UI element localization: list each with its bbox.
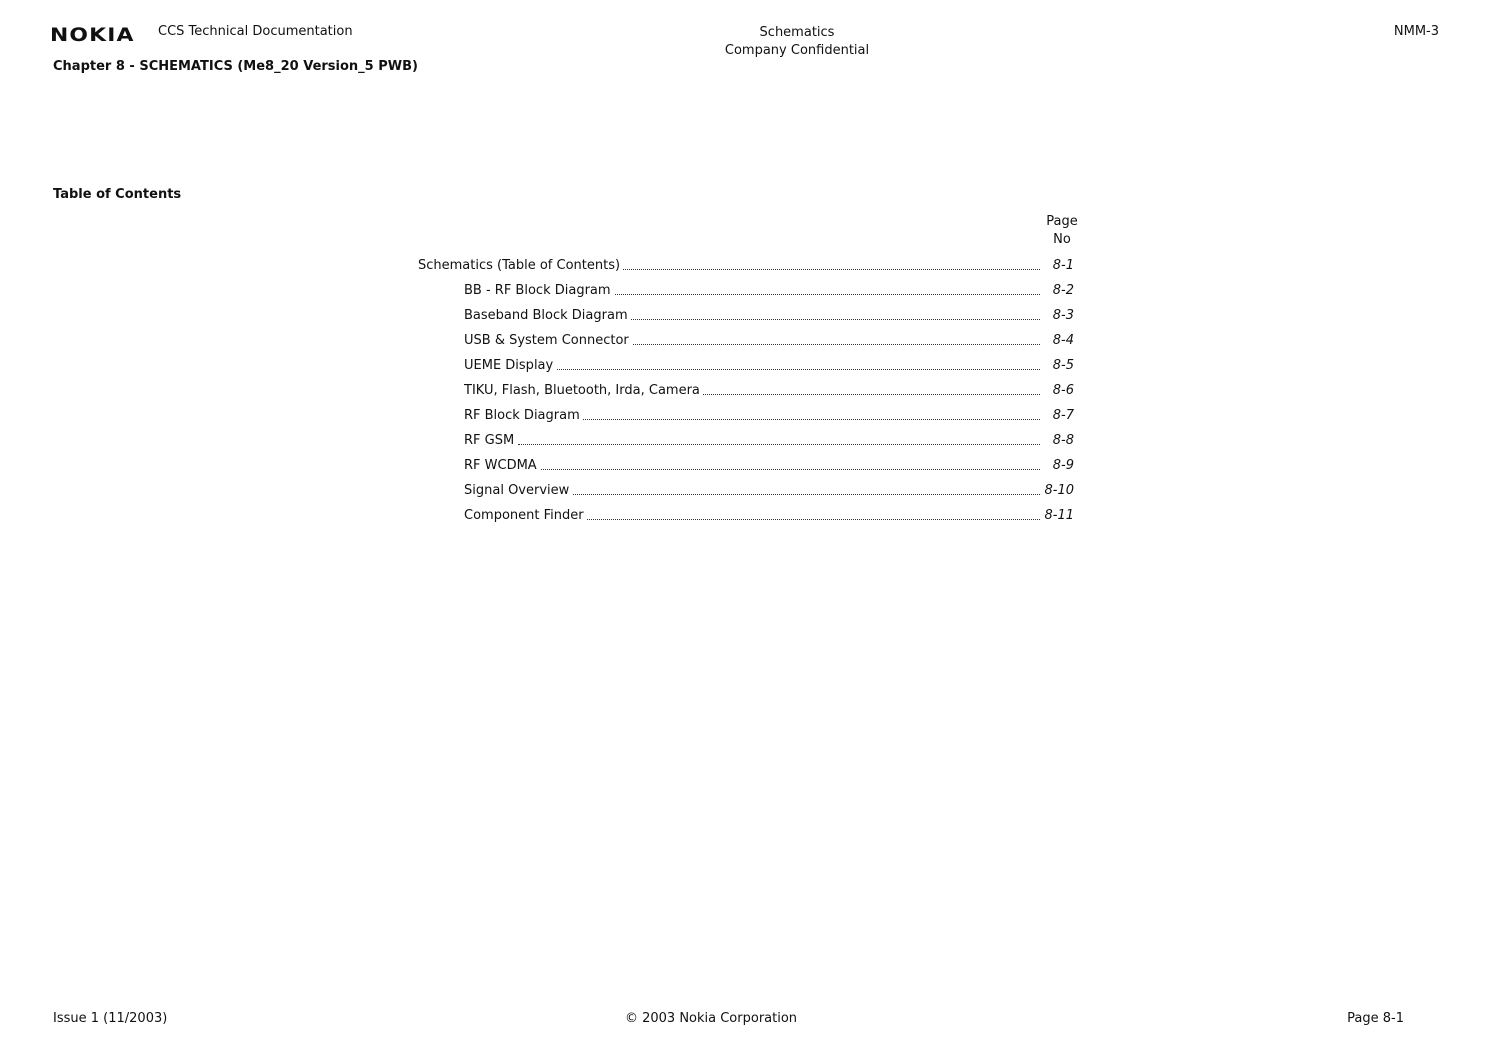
toc-entry-title: Baseband Block Diagram (464, 306, 631, 326)
toc-entry-page: 8-2 (1042, 281, 1074, 301)
toc-entry[interactable] (418, 381, 1078, 406)
confidentiality-label: Company Confidential (724, 43, 870, 58)
toc-entry[interactable] (418, 256, 1078, 281)
toc-entry[interactable] (418, 506, 1078, 531)
toc-entry-title: Signal Overview (464, 481, 572, 501)
toc-entry-page: 8-5 (1042, 356, 1074, 376)
toc-entry-title: Component Finder (464, 506, 587, 526)
toc-entry[interactable] (418, 281, 1078, 306)
toc-list (418, 256, 1078, 531)
page-no-column-header (1040, 213, 1084, 249)
toc-entry-title: UEME Display (464, 356, 556, 376)
toc-entry-page: 8-3 (1042, 306, 1074, 326)
toc-entry-title: TIKU, Flash, Bluetooth, Irda, Camera (464, 381, 703, 401)
dot-leader (518, 494, 1040, 495)
page-col-line1: Page (1046, 214, 1078, 229)
issue-label: Issue 1 (11/2003) (53, 1011, 168, 1026)
dot-leader (598, 269, 1040, 270)
toc-entry-title: Schematics (Table of Contents) (418, 256, 623, 276)
toc-entry-page: 8-11 (1042, 506, 1074, 526)
dot-leader (518, 444, 1040, 445)
toc-entry-page: 8-10 (1042, 481, 1074, 501)
toc-entry[interactable] (418, 481, 1078, 506)
toc-entry[interactable] (418, 431, 1078, 456)
toc-entry-title: RF WCDMA (464, 456, 540, 476)
toc-entry[interactable] (418, 331, 1078, 356)
dot-leader (518, 419, 1040, 420)
toc-entry[interactable] (418, 406, 1078, 431)
toc-entry-title: USB & System Connector (464, 331, 632, 351)
toc-entry-title: BB - RF Block Diagram (464, 281, 614, 301)
toc-heading: Table of Contents (53, 187, 182, 202)
toc-entry-page: 8-9 (1042, 456, 1074, 476)
model-number: NMM-3 (1393, 24, 1439, 39)
toc-entry[interactable] (418, 456, 1078, 481)
dot-leader (518, 469, 1040, 470)
toc-entry-page: 8-4 (1042, 331, 1074, 351)
toc-entry[interactable] (418, 356, 1078, 381)
dot-leader (518, 369, 1040, 370)
copyright-label: © 2003 Nokia Corporation (624, 1011, 798, 1026)
toc-entry-title: RF GSM (464, 431, 517, 451)
toc-entry-page: 8-6 (1042, 381, 1074, 401)
nokia-logo: NOKIA (50, 24, 135, 46)
page-number: Page 8-1 (1347, 1011, 1404, 1026)
page-col-line2: No (1053, 232, 1071, 247)
toc-entry[interactable] (418, 306, 1078, 331)
header-center (680, 24, 914, 60)
doc-type: CCS Technical Documentation (158, 24, 353, 39)
toc-entry-title: RF Block Diagram (464, 406, 583, 426)
toc-entry-page: 8-7 (1042, 406, 1074, 426)
dot-leader (518, 519, 1040, 520)
toc-entry-page: 8-1 (1042, 256, 1074, 276)
chapter-title: Chapter 8 - SCHEMATICS (Me8_20 Version_5 PWB) (53, 59, 418, 74)
section-title: Schematics (759, 25, 835, 40)
toc-entry-page: 8-8 (1042, 431, 1074, 451)
